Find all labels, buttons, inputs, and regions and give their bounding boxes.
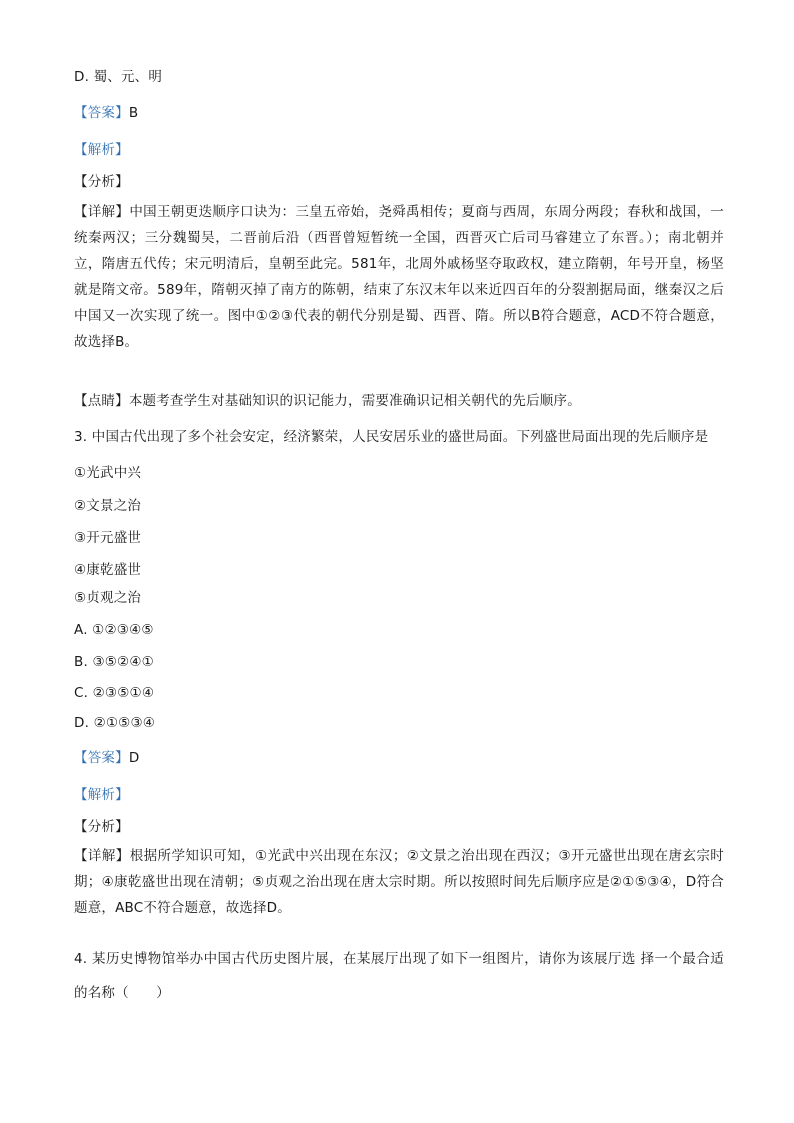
q3-option-a: A. ①②③④⑤ — [74, 622, 154, 638]
q3-analysis-label: 【解析】 — [74, 787, 129, 803]
q3-item-3: ③开元盛世 — [74, 530, 142, 546]
q2-analysis-tag — [74, 141, 724, 159]
q3-answer-line — [74, 749, 724, 767]
q3-option-c: C. ②③⑤①④ — [74, 685, 155, 701]
q3-option-d: D. ②①⑤③④ — [74, 715, 156, 731]
q3-answer-tag: 【答案】 — [74, 750, 129, 766]
q3-option-b: B. ③⑤②④① — [74, 654, 154, 670]
q2-answer-value: B — [128, 105, 139, 121]
q3-answer-value: D — [128, 750, 140, 766]
q2-detail-text: 中国王朝更迭顺序口诀为：三皇五帝始，尧舜禹相传；夏商与西周，东周分两段；春秋和战国，一统秦两汉；三分魏蜀吴，二晋前后沿（西晋曾短暂统一全国，西晋灭亡后司马睿建立了东晋。）；南北朝并立，隋唐五代传；宋元明清后，皇朝至此完。581年，北周外戚杨坚夺取政权，建立隋朝，年号开皇，杨坚就是隋文帝。589年，隋朝灭掉了南方的陈朝，结束了东汉末年以来近四百年的分裂割据局面，继秦汉之后中国又一次实现了统一。图中①②③代表的朝代分别是蜀、西晋、隋。所以B符合题意，ACD不符合题意，故选择B。 — [74, 204, 724, 350]
q2-detail-tag: 【详解】 — [74, 204, 130, 220]
q4-stem: 4. 某历史博物馆举办中国古代历史图片展，在某展厅出现了如下一组图片，请你为该展厅选 择一个最合适的名称（ ） — [74, 951, 724, 1001]
q2-option-d: D. 蜀、元、明 — [74, 69, 163, 85]
q3-detail-paragraph — [74, 843, 724, 921]
q3-item-1: ①光武中兴 — [74, 465, 142, 481]
q3-detail-text: 根据所学知识可知，①光武中兴出现在东汉；②文景之治出现在西汉；③开元盛世出现在唐玄宗时期；④康乾盛世出现在清朝；⑤贞观之治出现在唐太宗时期。所以按照时间先后顺序应是②①⑤③④，D符合题意，ABC不符合题意，故选择D。 — [74, 848, 724, 916]
q3-item-4: ④康乾盛世 — [74, 562, 142, 578]
q3-item-5: ⑤贞观之治 — [74, 590, 142, 606]
q3-detail-tag: 【详解】 — [74, 848, 130, 864]
q2-point-text: 本题考查学生对基础知识的识记能力，需要准确识记相关朝代的先后顺序。 — [128, 393, 581, 409]
q2-detail-paragraph — [74, 199, 724, 355]
q2-answer-line — [74, 104, 724, 122]
q3-analysis-tag — [74, 786, 724, 804]
q3-stem: 3. 中国古代出现了多个社会安定，经济繁荣，人民安居乐业的盛世局面。下列盛世局面出现的先后顺序是 — [74, 429, 709, 445]
q3-item-2: ②文景之治 — [74, 498, 142, 514]
q2-fenxi-tag: 【分析】 — [74, 174, 129, 190]
q2-point-tag: 【点睛】 — [74, 393, 129, 409]
q3-fenxi-tag: 【分析】 — [74, 819, 129, 835]
q2-answer-tag: 【答案】 — [74, 105, 129, 121]
q2-point-line — [74, 392, 724, 410]
q2-analysis-label: 【解析】 — [74, 142, 129, 158]
